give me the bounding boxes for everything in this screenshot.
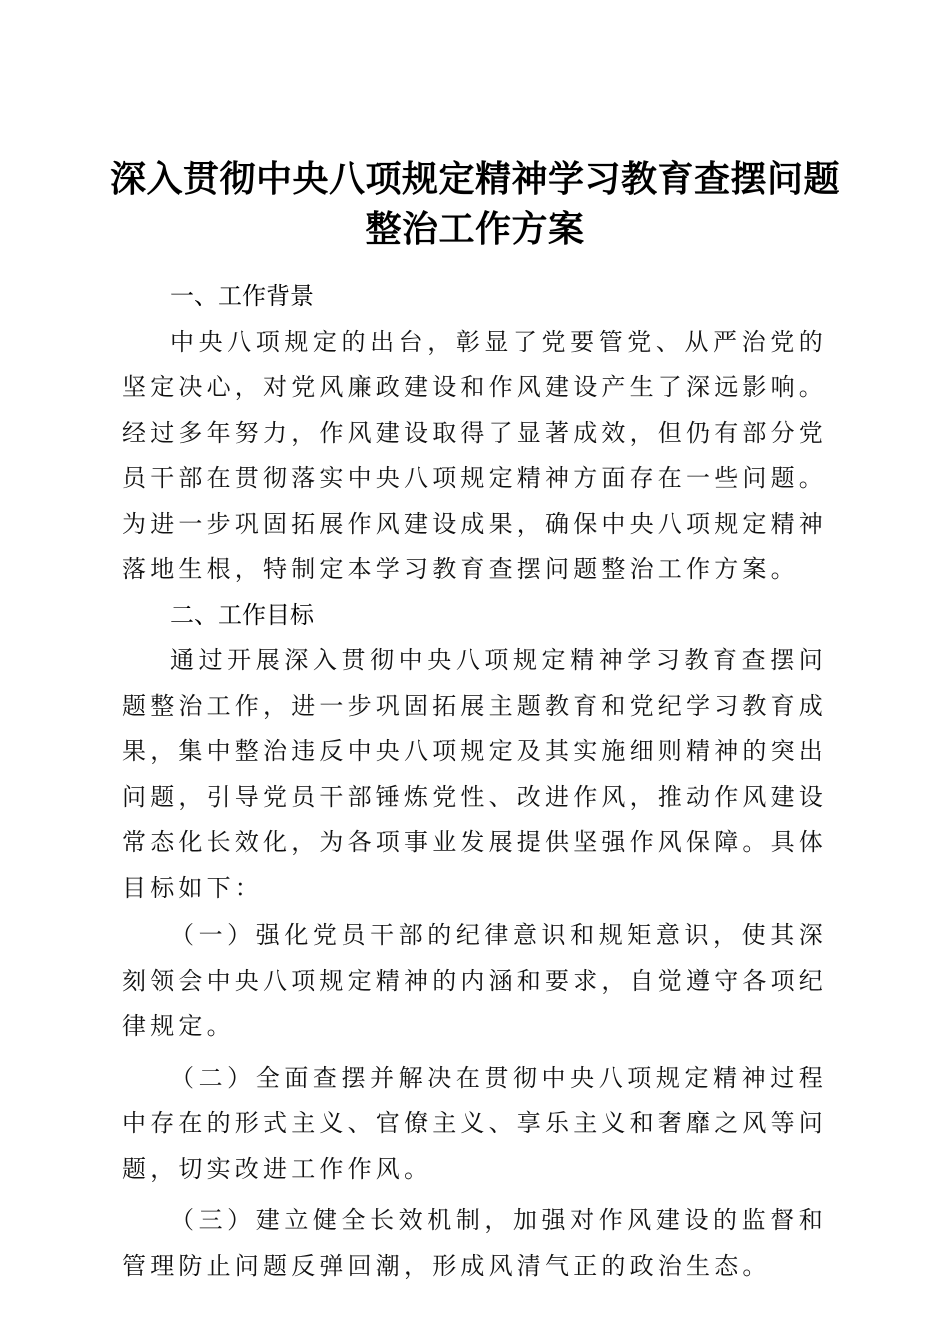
goal-item-1: （一）强化党员干部的纪律意识和规矩意识，使其深刻领会中央八项规定精神的内涵和要求，自觉遵守各项纪律规定。 (122, 921, 827, 1040)
section-heading: 二、工作目标 (170, 600, 314, 629)
document-title-line-1: 深入贯彻中央八项规定精神学习教育查摆问题 (110, 158, 841, 201)
body-paragraph: 中央八项规定的出台，彰显了党要管党、从严治党的坚定决心，对党风廉政建设和作风建设产生了深远影响。经过多年努力，作风建设取得了显著成效，但仍有部分党员干部在贯彻落实中央八项规定精神方面存在一些问题。为进一步巩固拓展作风建设成果，确保中央八项规定精神落地生根，特制定本学习教育查摆问题整治工作方案。 (122, 327, 827, 583)
document-title (110, 154, 840, 254)
goal-item-2: （二）全面查摆并解决在贯彻中央八项规定精神过程中存在的形式主义、官僚主义、享乐主义和奢靡之风等问题，切实改进工作作风。 (122, 1063, 827, 1183)
section-work-goals (122, 593, 827, 1290)
section-work-background (122, 274, 827, 593)
goal-item-3: （三）建立健全长效机制，加强对作风建设的监督和管理防止问题反弹回潮，形成风清气正的政治生态。 (122, 1206, 827, 1280)
document-body (122, 274, 827, 1289)
body-paragraph: 通过开展深入贯彻中央八项规定精神学习教育查摆问题整治工作，进一步巩固拓展主题教育和党纪学习教育成果，集中整治违反中央八项规定及其实施细则精神的突出问题，引导党员干部锤炼党性、改进作风，推动作风建设常态化长效化，为各项事业发展提供坚强作风保障。具体目标如下： (122, 646, 827, 902)
section-heading: 一、工作背景 (170, 282, 314, 310)
document-title-line-2: 整治工作方案 (365, 208, 585, 251)
